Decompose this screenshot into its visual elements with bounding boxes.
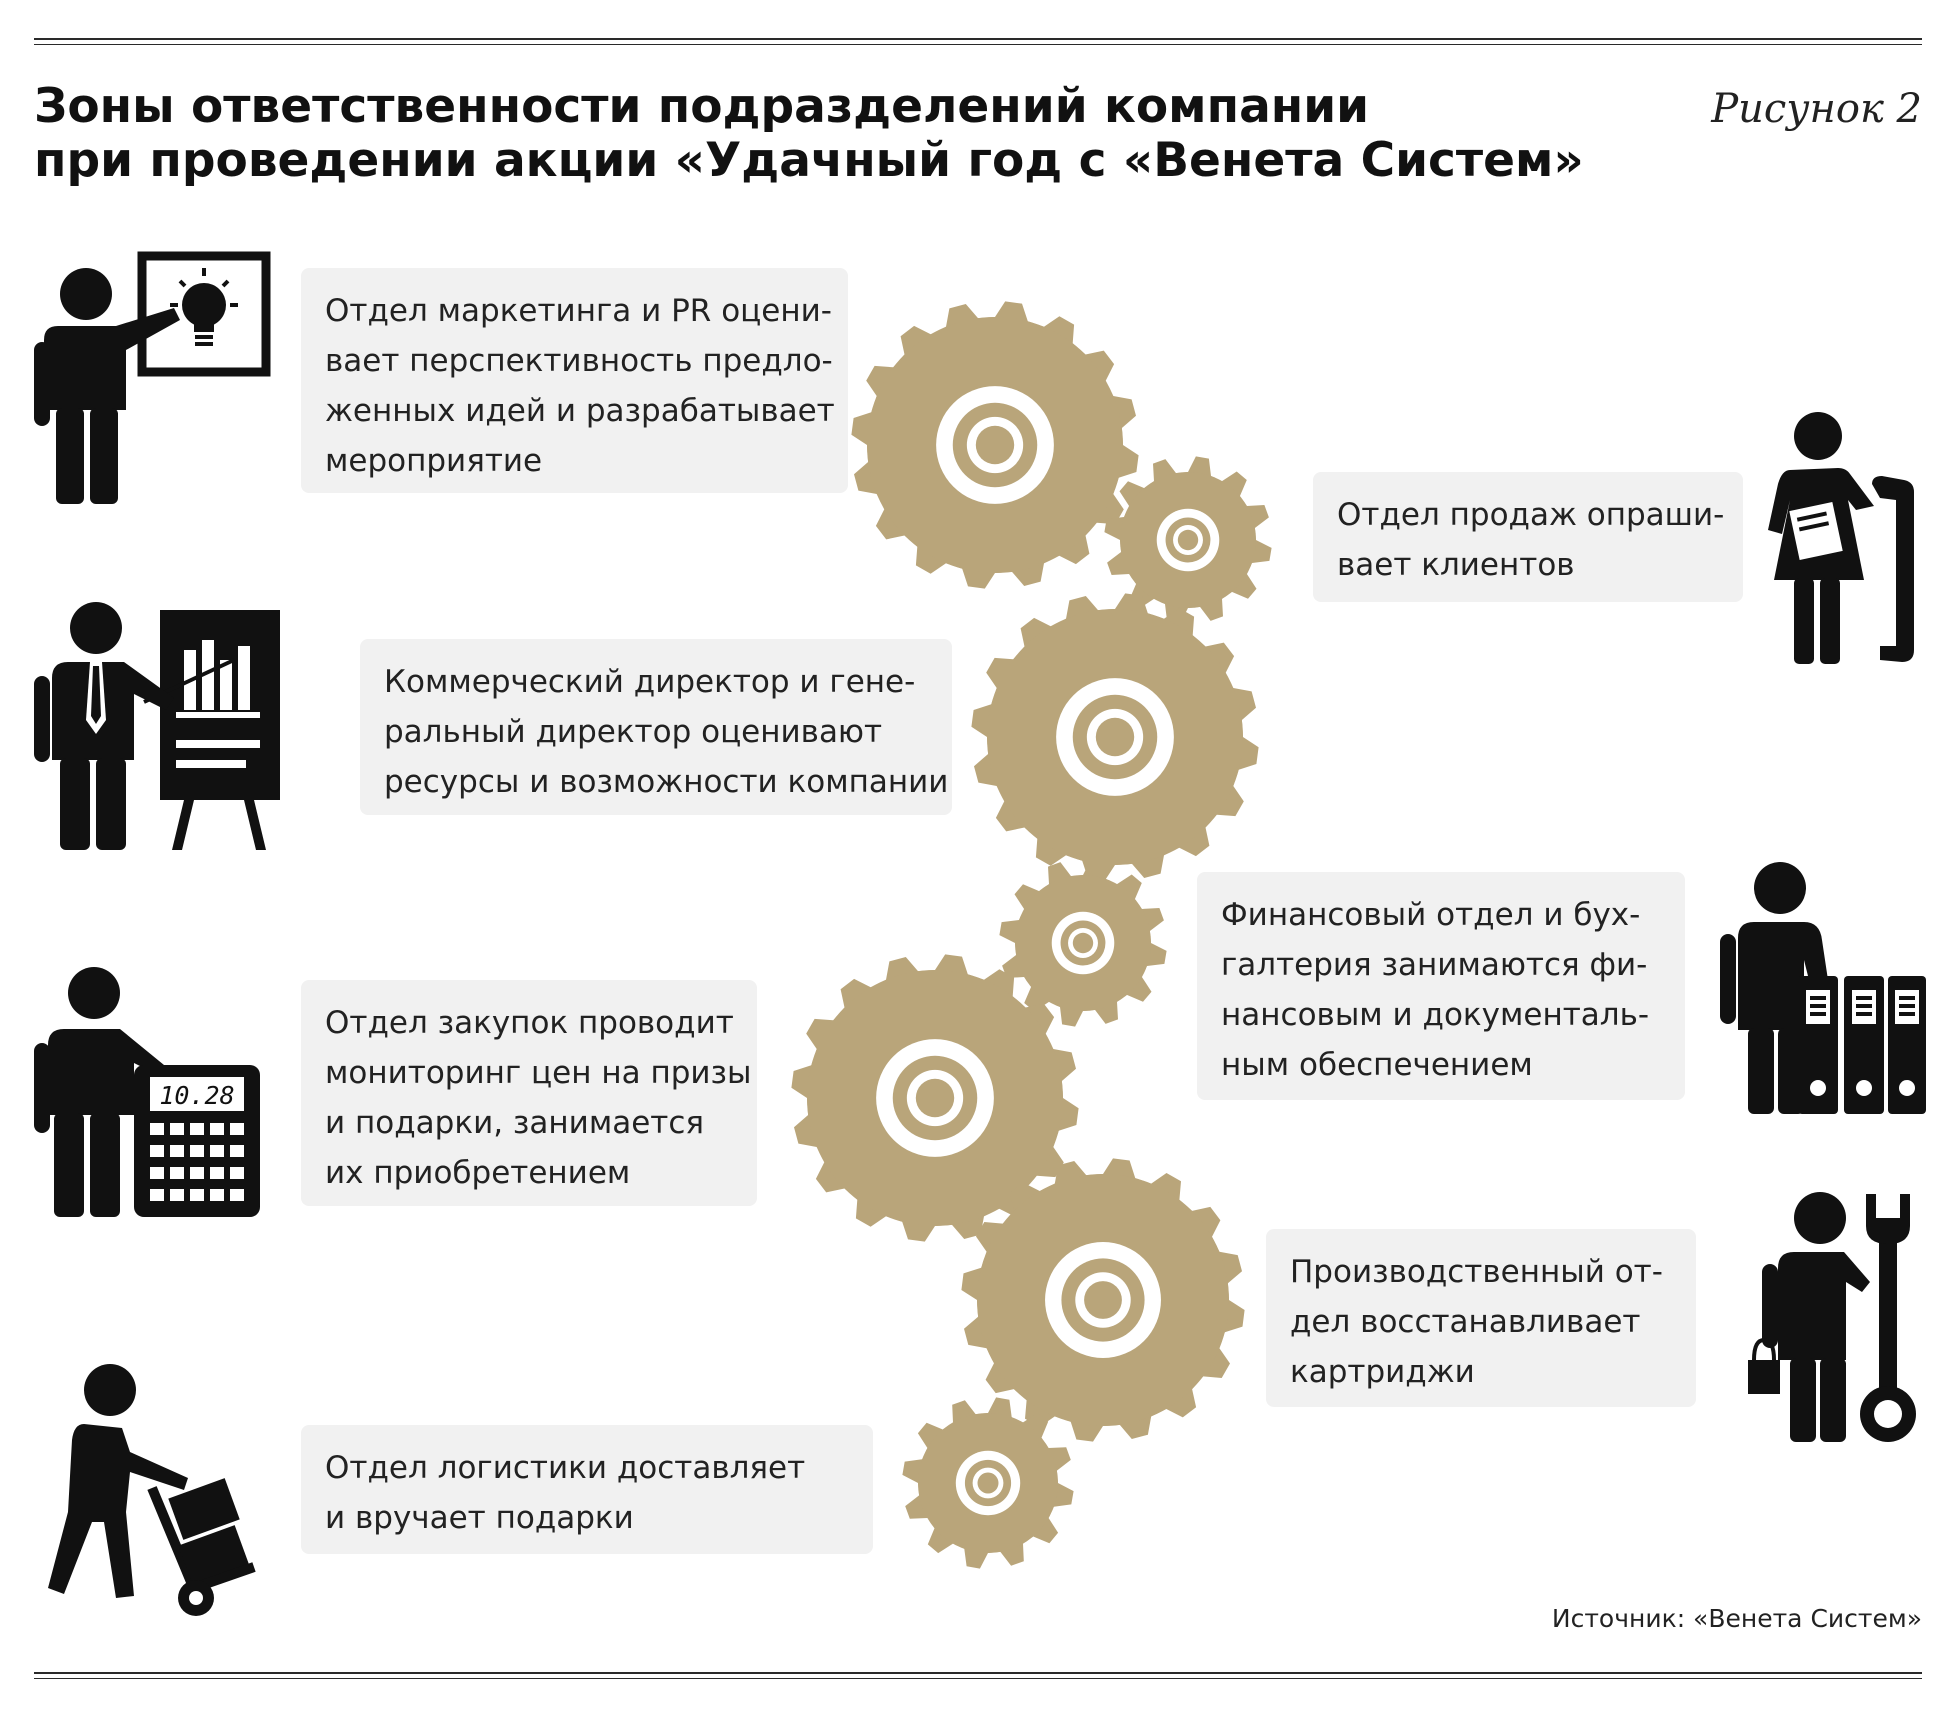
bottom-rule [34, 1672, 1922, 1674]
page-title [34, 79, 1584, 188]
purchasing-box [301, 980, 757, 1206]
gear-small-3-icon [896, 1391, 1080, 1575]
production-box [1266, 1229, 1696, 1407]
figure-label: Рисунок 2 [1711, 86, 1922, 132]
title-line-2: при проведении акции «Удачный год с «Венета Систем» [34, 133, 1584, 188]
top-rule-inner [34, 44, 1922, 45]
sales-line-2: вает клиентов [1337, 547, 1575, 583]
worker-wrench-icon [1740, 1190, 1930, 1450]
marketing-line-2: вает перспективность предло- [325, 343, 833, 379]
title-line-1: Зоны ответственности подразделений компании [34, 79, 1370, 134]
logistics-line-2: и вручает подарки [325, 1500, 634, 1536]
source-note: Источник: «Венета Систем» [1551, 1604, 1922, 1633]
purchasing-line-1: Отдел закупок проводит [325, 1005, 734, 1041]
purchasing-line-4: их приобретением [325, 1155, 631, 1191]
finance-box [1197, 872, 1685, 1100]
bottom-rule-inner [34, 1678, 1922, 1679]
marketing-line-1: Отдел маркетинга и PR оцени- [325, 293, 832, 329]
gear-large-2-icon [965, 587, 1265, 887]
marketing-line-4: мероприятие [325, 443, 543, 479]
production-line-2: дел восстанавливает [1290, 1304, 1641, 1340]
marketing-line-3: женных идей и разрабатывает [325, 393, 835, 429]
sales-line-1: Отдел продаж опраши- [1337, 497, 1725, 533]
finance-line-1: Финансовый отдел и бух- [1221, 897, 1641, 933]
calculator-display: 10.28 [159, 1081, 235, 1110]
directors-line-3: ресурсы и возможности компании [384, 764, 949, 800]
presenter-lightbulb-icon [34, 250, 274, 510]
directors-line-1: Коммерческий директор и гене- [384, 664, 916, 700]
top-rule [34, 38, 1922, 40]
production-line-1: Производственный от- [1290, 1254, 1663, 1290]
sales-box [1313, 472, 1743, 602]
directors-box [360, 639, 952, 815]
directors-line-2: ральный директор оценивают [384, 714, 883, 750]
production-line-3: картриджи [1290, 1354, 1475, 1390]
finance-line-2: галтерия занимаются фи- [1221, 947, 1648, 983]
purchasing-line-2: мониторинг цен на призы [325, 1055, 752, 1091]
presenter-chart-icon [34, 600, 284, 860]
marketing-box [301, 268, 848, 493]
saleswoman-phone-icon [1764, 410, 1924, 670]
logistics-line-1: Отдел логистики доставляет [325, 1450, 806, 1486]
purchasing-line-3: и подарки, занимается [325, 1105, 705, 1141]
logistics-box [301, 1425, 873, 1554]
finance-line-3: нансовым и документаль- [1221, 997, 1650, 1033]
worker-calculator-icon [34, 965, 274, 1225]
worker-handtruck-icon [34, 1362, 274, 1622]
finance-line-4: ным обеспечением [1221, 1047, 1533, 1083]
worker-binders-icon [1718, 860, 1928, 1120]
